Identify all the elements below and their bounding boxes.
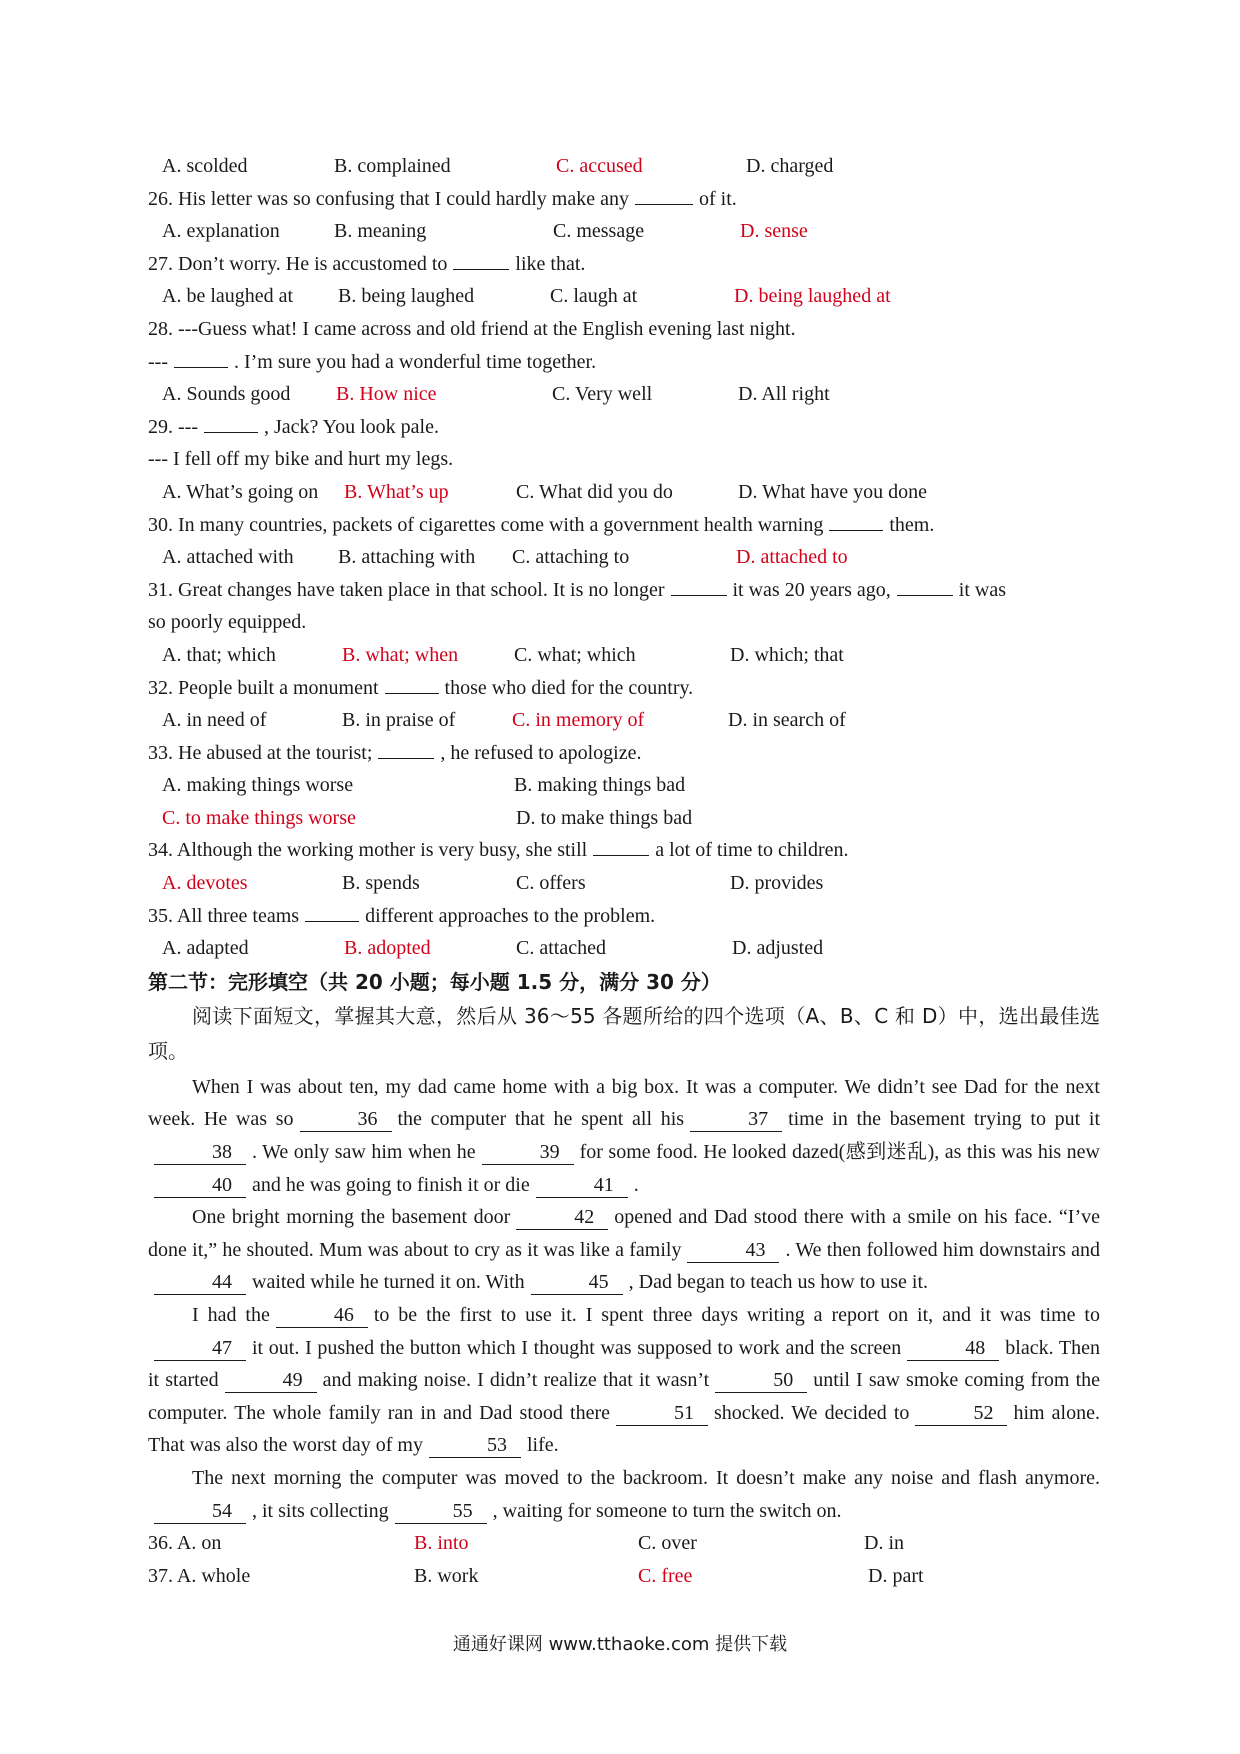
option: A. Sounds good xyxy=(162,383,291,406)
question-27-stem: 27. Don’t worry. He is accustomed to like that. xyxy=(148,248,1100,281)
passage-paragraph-3: I had the 46 to be the first to use it. I spent three days writing a report on it, and it was time to47 it out. I pushed the button which I thought was supposed to work and the screen 48 black. Then it started 49 and making noise. I didn’t realize that it wasn’t 50 until I saw smoke coming from the computer. The whole family ran in and Dad stood there 51 shocked. We decided to 52 him alone. That was also the worst day of my 53 life. xyxy=(148,1304,1101,1457)
option: A. be laughed at xyxy=(162,285,294,308)
option-answer: C. to make things worse xyxy=(162,806,356,829)
option: B. complained xyxy=(334,155,451,177)
option: B. work xyxy=(414,1564,479,1587)
question-30-stem: 30. In many countries, packets of cigarettes come with a government health warning them. xyxy=(148,509,1100,542)
option: D. in xyxy=(864,1532,904,1555)
q25-options xyxy=(148,150,1100,183)
question-31-stem: 31. Great changes have taken place in that school. It is no longer it was 20 years ago, it was xyxy=(148,574,1100,607)
question-26-stem: 26. His letter was so confusing that I could hardly make any of it. xyxy=(148,183,1100,216)
option: B. making things bad xyxy=(514,774,686,797)
question-29-line2: --- I fell off my bike and hurt my legs. xyxy=(148,448,454,471)
option-answer: B. adopted xyxy=(344,937,431,960)
cloze-36-options xyxy=(148,1527,1100,1560)
option: D. adjusted xyxy=(732,937,824,960)
question-29-stem: 29. --- , Jack? You look pale. xyxy=(148,411,1100,444)
question-28-options xyxy=(148,378,1100,411)
cloze-37-options xyxy=(148,1560,1100,1593)
option: C. laugh at xyxy=(550,285,638,308)
question-29-options xyxy=(148,476,1100,509)
option: 37. A. whole xyxy=(148,1564,251,1587)
option-answer: D. attached to xyxy=(736,546,848,569)
option: C. What did you do xyxy=(516,480,673,503)
option: D. What have you done xyxy=(738,480,928,503)
option: C. message xyxy=(553,220,645,243)
option: A. scolded xyxy=(162,155,248,177)
question-35-stem: 35. All three teams different approaches to the problem. xyxy=(148,900,1100,933)
option-answer: C. free xyxy=(638,1564,693,1587)
option-answer: A. devotes xyxy=(162,872,248,895)
option: D. All right xyxy=(738,383,830,406)
option: C. over xyxy=(638,1532,697,1555)
option: D. part xyxy=(868,1564,924,1587)
option: C. attaching to xyxy=(512,546,630,569)
option-answer: B. into xyxy=(414,1532,469,1555)
option-answer: D. sense xyxy=(740,220,808,243)
page-footer: 通通好课网 www.tthaoke.com 提供下载 xyxy=(452,1634,788,1655)
question-27-options xyxy=(148,280,1100,313)
question-34-options xyxy=(148,867,1100,900)
option: B. being laughed xyxy=(338,285,475,308)
option: A. adapted xyxy=(162,937,249,960)
option: C. what; which xyxy=(514,643,636,666)
option: D. charged xyxy=(746,155,834,177)
question-28-line2: --- . I’m sure you had a wonderful time together. xyxy=(148,346,1100,379)
section-title: 第二节：完形填空（共 20 小题；每小题 1.5 分，满分 30 分） xyxy=(148,969,721,994)
option: B. spends xyxy=(342,872,420,895)
option-answer: B. How nice xyxy=(336,383,437,406)
option-answer: C. accused xyxy=(556,155,643,177)
option: A. in need of xyxy=(162,709,267,732)
question-33-stem: 33. He abused at the tourist; , he refused to apologize. xyxy=(148,737,1100,770)
option-answer: B. What’s up xyxy=(344,480,449,503)
option: C. Very well xyxy=(552,383,653,406)
passage-paragraph-1: When I was about ten, my dad came home with a big box. It was a computer. We didn’t see Dad for the next week. He was so 36 the computer that he spent all his 37 time in the basement trying to put it38 . We only saw him when he 39 for some food. He looked dazed(感到迷乱), as this was his new40 and he was going to finish it or die 41 . xyxy=(148,1075,1101,1196)
option: C. attached xyxy=(516,937,606,960)
question-28-stem: 28. ---Guess what! I came across and old friend at the English evening last night. xyxy=(148,317,796,340)
question-31-line2: so poorly equipped. xyxy=(148,611,307,634)
option: D. to make things bad xyxy=(516,806,693,829)
question-35-options xyxy=(148,932,1100,965)
passage-paragraph-2: One bright morning the basement door 42 opened and Dad stood there with a smile on his face. “I’ve done it,” he shouted. Mum was about to cry as it was like a family 43 . We then followed him downstairs and44 waited while he turned it on. With 45 , Dad began to teach us how to use it. xyxy=(148,1206,1100,1294)
question-33-options-row1 xyxy=(148,769,1100,802)
question-26-options xyxy=(148,215,1100,248)
option: C. offers xyxy=(516,872,586,895)
content xyxy=(148,150,1100,1592)
question-32-options xyxy=(148,704,1100,737)
option: A. explanation xyxy=(162,220,280,243)
option: D. in search of xyxy=(728,709,846,732)
option: 36. A. on xyxy=(148,1532,222,1555)
question-30-options xyxy=(148,541,1100,574)
passage-paragraph-4: The next morning the computer was moved to the backroom. It doesn’t make any noise and flash anymore.54 , it sits collecting 55 , waiting for someone to turn the switch on. xyxy=(148,1462,1100,1527)
option: B. in praise of xyxy=(342,709,456,732)
option: D. which; that xyxy=(730,643,844,666)
option: A. that; which xyxy=(162,643,276,666)
option: B. meaning xyxy=(334,220,427,243)
option-answer: D. being laughed at xyxy=(734,285,891,308)
section-instruction: 阅读下面短文，掌握其大意，然后从 36～55 各题所给的四个选项（A、B、C 和 D）中，选出最佳选项。 xyxy=(148,1003,1100,1063)
option-answer: B. what; when xyxy=(342,643,459,666)
question-31-options xyxy=(148,639,1100,672)
option: D. provides xyxy=(730,872,824,895)
option: A. making things worse xyxy=(162,774,354,797)
question-32-stem: 32. People built a monument those who died for the country. xyxy=(148,672,1100,705)
option-answer: C. in memory of xyxy=(512,709,645,732)
option: A. What’s going on xyxy=(162,480,319,503)
option: A. attached with xyxy=(162,546,294,569)
question-33-options-row2 xyxy=(148,802,1100,835)
question-34-stem: 34. Although the working mother is very busy, she still a lot of time to children. xyxy=(148,834,1100,867)
option: B. attaching with xyxy=(338,546,476,569)
